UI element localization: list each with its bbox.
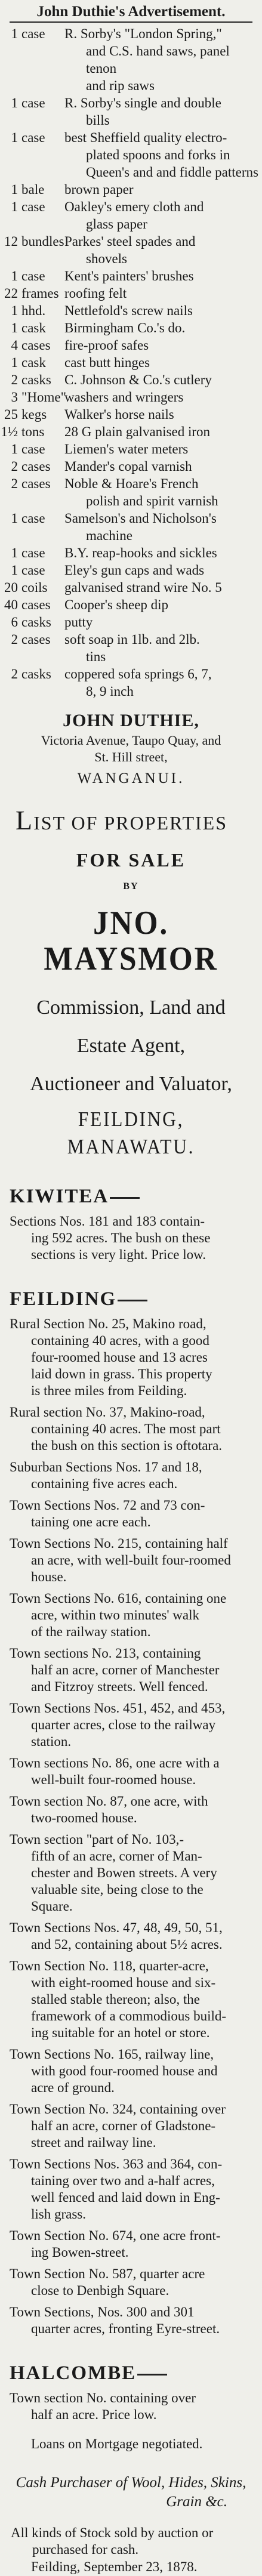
merchant-town: WANGANUI. [77, 770, 185, 786]
property-entry [0, 1793, 262, 1827]
goods-item [0, 285, 262, 302]
property-entry-line: framework of a commodious build- [31, 2009, 227, 2023]
goods-quantity: 1 [11, 355, 18, 370]
property-entry-line: Rural Section No. 25, Makino road, [10, 1316, 206, 1331]
goods-description-line: R. Sorby's single and double [64, 95, 221, 110]
goods-description-line: 28 G plain galvanised iron [64, 424, 211, 439]
property-entry-line: is three miles from Feilding. [31, 1383, 187, 1398]
goods-quantity: 1 [11, 303, 18, 318]
goods-item [0, 596, 262, 613]
goods-quantity: 1 [11, 563, 18, 578]
goods-unit: kegs [21, 407, 47, 422]
goods-description-line: tins [86, 649, 106, 664]
region-heading-text: HALCOMBE [10, 2362, 137, 2384]
property-regions [0, 1184, 262, 2423]
goods-item [0, 354, 262, 371]
goods-quantity: 12 [4, 234, 18, 249]
agent-location: FEILDING, MANAWATU. [67, 1107, 195, 1158]
goods-unit: cask [21, 320, 46, 335]
property-entry [0, 1920, 262, 1953]
goods-item [0, 458, 262, 475]
region-heading [10, 1287, 262, 1311]
goods-description-line: bills [86, 113, 110, 128]
property-entry-line: Town sections No. 86, one acre with a [10, 1756, 220, 1770]
property-entry-line: acre of ground. [31, 2080, 115, 2095]
property-entry-line: with good four-roomed house and [31, 2063, 218, 2078]
property-entry-line: Town section No. 87, one acre, with [10, 1794, 208, 1809]
property-entry-line: half an acre, corner of Manchester [31, 1662, 220, 1677]
goods-quantity: 4 [11, 338, 18, 353]
goods-unit: case [21, 442, 45, 456]
goods-description-line: plated spoons and forks in [86, 147, 230, 162]
list-title-initial: L [16, 805, 34, 835]
newspaper-page [0, 2, 262, 2574]
cash-purchaser-notice [0, 2473, 262, 2512]
goods-description-line: B.Y. reap-hooks and sickles [64, 545, 217, 560]
list-title-rest: IST OF PROPERTIES [33, 812, 227, 834]
goods-quantity: 1 [11, 442, 18, 456]
loans-notice: Loans on Mortgage negotiated. [31, 2436, 203, 2451]
property-entry-line: stalled stable thereon; also, the [31, 1992, 200, 2007]
goods-unit: casks [21, 615, 51, 630]
property-entry-line: Town section "part of No. 103,- [10, 1832, 184, 1847]
property-entry-line: quarter acres, fronting Eyre-street. [31, 2321, 220, 2336]
property-entry-line: Rural section No. 37, Makino-road, [10, 1405, 205, 1420]
goods-description-line: Kent's painters' brushes [64, 269, 194, 283]
cash-purchaser-line-1: Cash Purchaser of Wool, Hides, Skins, [16, 2475, 246, 2491]
property-entry-line: acre, within two minutes' walk [31, 1608, 199, 1622]
goods-quantity: 2 [11, 372, 18, 387]
goods-quantity: 20 [4, 580, 18, 595]
goods-unit: frames [21, 286, 59, 301]
goods-item [0, 129, 262, 181]
property-entry [0, 1459, 262, 1492]
goods-unit: cases [21, 476, 51, 491]
region-heading-text: KIWITEA [10, 1186, 109, 1207]
goods-description-line: Noble & Hoare's French [64, 476, 199, 491]
region-heading [10, 2361, 262, 2385]
property-entry [0, 2266, 262, 2299]
goods-description-line: fire-proof safes [64, 338, 149, 353]
goods-quantity: 2 [11, 476, 18, 491]
property-entry-line: ing suitable for an hotel or store. [31, 2025, 210, 2040]
goods-item [0, 510, 262, 544]
property-entry [0, 2304, 262, 2337]
property-entry-line: quarter acres, close to the railway [31, 1717, 216, 1732]
property-entry-line: taining over two and a-half acres, [31, 2173, 215, 2188]
property-entry-line: street and railway line. [31, 2135, 156, 2150]
goods-description-line: soft soap in 1lb. and 2lb. [64, 632, 200, 647]
goods-description-line: Walker's horse nails [64, 407, 174, 422]
goods-unit: cases [21, 459, 51, 474]
goods-quantity: 22 [4, 286, 18, 301]
property-entry-line: ing Bowen-street. [31, 2245, 129, 2260]
goods-item [0, 371, 262, 388]
goods-list [0, 25, 262, 700]
goods-unit: hhd. [21, 303, 46, 318]
merchant-name: JOHN DUTHIE, [63, 711, 199, 730]
property-entry-line: half an acre. Price low. [31, 2407, 157, 2422]
dateline: Feilding, September 23, 1878. [31, 2559, 198, 2574]
property-entry [0, 1645, 262, 1695]
property-entry [0, 1404, 262, 1454]
goods-description-line: galvanised strand wire No. 5 [64, 580, 222, 595]
goods-item [0, 631, 262, 665]
property-entry-line: well-built four-roomed house. [31, 1772, 196, 1787]
property-entry-line: Town section No. containing over [10, 2390, 196, 2405]
goods-description-line: washers and wringers [64, 390, 184, 405]
goods-description-line: Cooper's sheep dip [64, 597, 169, 612]
goods-unit: cases [21, 338, 51, 353]
goods-item [0, 475, 262, 510]
goods-unit: coils [21, 580, 48, 595]
property-entry-line: laid down in grass. This property [31, 1366, 212, 1381]
property-entry-line: an acre, with well-built four-roomed [31, 1553, 231, 1568]
region-heading-dash [137, 2374, 167, 2376]
duthie-advertisement [0, 2, 262, 789]
property-entry-line: valuable site, being close to the [31, 1882, 204, 1897]
goods-unit: cases [21, 632, 51, 647]
property-entry [0, 2156, 262, 2223]
property-entry-line: Town Sections Nos. 363 and 364, con- [10, 2157, 223, 2171]
goods-item [0, 267, 262, 285]
agent-roles [0, 989, 262, 1103]
goods-description-line: glass paper [86, 217, 147, 232]
goods-item [0, 562, 262, 579]
goods-item [0, 337, 262, 354]
property-entry [0, 1958, 262, 2041]
stock-notice [0, 2525, 262, 2558]
goods-unit: "Home" [21, 390, 66, 405]
property-entry-line: station. [31, 1734, 72, 1749]
property-entry [0, 1535, 262, 1585]
goods-description-line: C. Johnson & Co.'s cutlery [64, 372, 212, 387]
property-entry-line: containing five acres each. [31, 1476, 178, 1491]
goods-item [0, 423, 262, 440]
goods-quantity: 1 [11, 269, 18, 283]
goods-item [0, 579, 262, 596]
by-label: BY [123, 881, 139, 891]
goods-unit: casks [21, 667, 51, 681]
goods-quantity: 1½ [1, 424, 18, 439]
property-entry-line: Square. [31, 1899, 73, 1914]
property-entry-line: sections is very light. Price low. [31, 1247, 206, 1262]
goods-description-line: Nettlefold's screw nails [64, 303, 193, 318]
property-entry [0, 2101, 262, 2151]
goods-item [0, 665, 262, 700]
goods-unit: bale [21, 182, 45, 197]
merchant-address-line-1: Victoria Avenue, Taupo Quay, and [41, 733, 221, 748]
goods-unit: case [21, 545, 45, 560]
goods-description-line: R. Sorby's "London Spring," [64, 26, 222, 41]
goods-description-line: Eley's gun caps and wads [64, 563, 205, 578]
agent-role-1: Commission, Land and [36, 997, 226, 1019]
goods-unit: case [21, 269, 45, 283]
goods-description-line: and rip saws [86, 78, 155, 93]
goods-quantity: 2 [11, 667, 18, 681]
property-entry-line: Town Sections No. 165, railway line, [10, 2047, 214, 2062]
property-entry-line: Town Section No. 118, quarter-acre, [10, 1958, 209, 1973]
property-entry-line: Town Section No. 587, quarter acre [10, 2266, 205, 2281]
property-entry [0, 1213, 262, 1263]
goods-quantity: 1 [11, 199, 18, 214]
goods-quantity: 1 [11, 130, 18, 145]
goods-quantity: 2 [11, 459, 18, 474]
goods-description-line: polish and spirit varnish [86, 493, 218, 508]
property-entry-line: four-roomed house and 13 acres [31, 1350, 208, 1365]
stock-line-2: purchased for cash. [32, 2542, 139, 2557]
property-entry [0, 1831, 262, 1915]
property-entry-line: and Fitzroy streets. Well fenced. [31, 1679, 208, 1694]
property-entry-line: of the railway station. [31, 1624, 151, 1639]
for-sale-heading: FOR SALE [76, 849, 186, 871]
goods-description-line: Parkes' steel spades and [64, 234, 196, 249]
goods-unit: bundles [21, 234, 64, 249]
goods-description-line: Oakley's emery cloth and [64, 199, 204, 214]
property-entry [0, 1590, 262, 1640]
property-entry-line: Suburban Sections Nos. 17 and 18, [10, 1460, 202, 1474]
property-entry-line: Town Sections Nos. 47, 48, 49, 50, 51, [10, 1920, 223, 1935]
property-entry-line: Town Sections, Nos. 300 and 301 [10, 2304, 195, 2319]
property-entry-line: chester and Bowen streets. A very [31, 1865, 217, 1880]
advertisement-heading: John Duthie's Advertisement. [36, 4, 226, 20]
goods-description-line: coppered sofa springs 6, 7, [64, 667, 212, 681]
goods-item [0, 233, 262, 267]
goods-unit: case [21, 511, 45, 526]
goods-unit: case [21, 95, 45, 110]
property-entry-line: Town Sections No. 616, containing one [10, 1591, 227, 1606]
property-entry-line: well fenced and laid down in Eng- [31, 2190, 220, 2205]
goods-description-line: Queen's and and fiddle patterns [86, 165, 258, 180]
goods-item [0, 406, 262, 423]
goods-unit: tons [21, 424, 45, 439]
goods-description-line: roofing felt [64, 286, 127, 301]
property-entry-line: ing 592 acres. The bush on these [31, 1230, 211, 1245]
goods-unit: case [21, 199, 45, 214]
goods-item [0, 544, 262, 562]
goods-item [0, 198, 262, 233]
region-heading-text: FEILDING [10, 1288, 117, 1310]
goods-quantity: 6 [11, 615, 18, 630]
goods-description-line: and C.S. hand saws, panel tenon [86, 44, 230, 76]
property-entry-line: Town Sections No. 215, containing half [10, 1536, 228, 1551]
property-entry-line: Town Sections Nos. 72 and 73 con- [10, 1498, 205, 1513]
goods-description-line: Samelson's and Nicholson's [64, 511, 217, 526]
goods-description-line: Mander's copal varnish [64, 459, 192, 474]
property-entry-line: Town Section No. 324, containing over [10, 2102, 226, 2117]
goods-item [0, 440, 262, 458]
property-entry-line: containing 40 acres, with a good [31, 1333, 209, 1348]
goods-unit: cask [21, 355, 46, 370]
agent-name: JNO. MAYSMOR [44, 905, 218, 977]
goods-item [0, 319, 262, 337]
heading-rule [10, 21, 252, 23]
goods-description-line: best Sheffield quality electro- [64, 130, 227, 145]
goods-item [0, 302, 262, 319]
property-entry [0, 2228, 262, 2261]
goods-description-line: Birmingham Co.'s do. [64, 320, 186, 335]
region-heading-dash [110, 1197, 140, 1199]
goods-unit: case [21, 563, 45, 578]
property-entry-line: Town Section No. 674, one acre front- [10, 2228, 221, 2243]
list-title [0, 807, 262, 836]
goods-item [0, 613, 262, 631]
goods-quantity: 1 [11, 511, 18, 526]
goods-quantity: 1 [11, 26, 18, 41]
goods-unit: cases [21, 597, 51, 612]
merchant-address-line-2: St. Hill street, [94, 749, 168, 764]
property-entry [0, 1700, 262, 1750]
goods-description-line: putty [64, 615, 93, 630]
region-heading [10, 1184, 262, 1208]
property-entry-line: containing 40 acres. The most part [31, 1421, 221, 1436]
property-list-advertisement [0, 807, 262, 2576]
property-entry-line: Town sections No. 213, containing [10, 1646, 201, 1661]
goods-description-line: cast butt hinges [64, 355, 150, 370]
property-entry [0, 2046, 262, 2096]
agent-role-3: Auctioneer and Valuator, [30, 1073, 232, 1095]
goods-description-line: brown paper [64, 182, 134, 197]
goods-item [0, 388, 262, 406]
goods-item [0, 94, 262, 129]
property-entry-line: fifth of an acre, corner of Man- [31, 1849, 202, 1864]
property-entry-line: Sections Nos. 181 and 183 contain- [10, 1214, 205, 1229]
property-entry [0, 1755, 262, 1788]
agent-role-2: Estate Agent, [76, 1035, 186, 1057]
goods-unit: case [21, 130, 45, 145]
region-heading-dash [118, 1300, 147, 1301]
property-entry-line: house. [31, 1569, 67, 1584]
goods-quantity: 25 [4, 407, 18, 422]
goods-description-line: Liemen's water meters [64, 442, 189, 456]
goods-quantity: 3 [11, 390, 18, 405]
goods-quantity: 1 [11, 182, 18, 197]
property-entry-line: taining one acre each. [31, 1514, 151, 1529]
goods-quantity: 2 [11, 632, 18, 647]
goods-quantity: 40 [4, 597, 18, 612]
goods-description-line: machine [86, 528, 132, 543]
goods-item [0, 25, 262, 94]
property-entry [0, 1497, 262, 1531]
property-entry-line: half an acre, corner of Gladstone- [31, 2118, 216, 2133]
goods-unit: case [21, 26, 45, 41]
property-entry [0, 2390, 262, 2423]
property-entry-line: and 52, containing about 5½ acres. [31, 1937, 223, 1952]
goods-unit: casks [21, 372, 51, 387]
goods-quantity: 1 [11, 95, 18, 110]
goods-quantity: 1 [11, 320, 18, 335]
cash-purchaser-line-2: Grain &c. [166, 2494, 227, 2510]
property-entry-line: with eight-roomed house and six- [31, 1975, 216, 1990]
goods-description-line: shovels [86, 251, 127, 266]
property-entry-line: close to Denbigh Square. [31, 2283, 169, 2298]
stock-line-1: All kinds of Stock sold by auction or [11, 2525, 214, 2540]
property-entry-line: Town Sections Nos. 451, 452, and 453, [10, 1701, 226, 1716]
property-entry-line: lish grass. [31, 2207, 86, 2222]
property-entry-line: two-roomed house. [31, 1810, 137, 1825]
goods-quantity: 1 [11, 545, 18, 560]
goods-description-line: 8, 9 inch [86, 684, 134, 699]
property-entry [0, 1316, 262, 1399]
property-entry-line: the bush on this section is oftotara. [31, 1438, 223, 1453]
goods-item [0, 181, 262, 198]
